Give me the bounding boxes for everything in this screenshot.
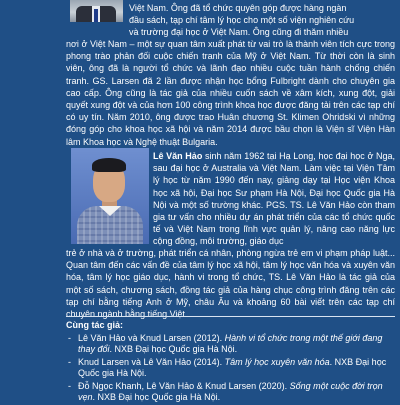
list-item xyxy=(66,357,395,379)
same-author-title: Cùng tác giả: xyxy=(66,320,124,330)
same-author-list xyxy=(66,333,395,403)
book-title: Tâm lý học xuyên văn hóa xyxy=(224,357,330,367)
bio-larsen-body: nơi ở Việt Nam – một sự quan tâm xuất phát từ vai trò là thành viên tích cực trong phong trào phản đối cuộc chiến tranh của Mỹ ở Việt Nam. Từ thời còn là sinh viên, ông đã là người tổ chức và lãnh đạo nhiều cuộc tuần hành chống chiến tranh. GS. Larsen đã 2 lần được nhận học bổng Fulbright dành cho chuyên gia cao cấp. Ông cũng là tác giả của nhiều cuốn sách về xâm kích, xung đột, giải quyết xung đột và của hơn 100 công trình khoa học được đăng tải trên các tạp chí có uy tín. Năm 2010, ông được trao Huân chương St. Klimen Ohridski vì những đóng góp cho khoa học xã hội và năm 2014 được bầu chọn là Viện sĩ Viện Hàn lâm Khoa học và Nghệ thuật Bulgaria. xyxy=(66,39,395,147)
bullet-icon: - xyxy=(68,333,71,343)
book-authors: Đỗ Ngọc Khanh, Lê Văn Hảo & Knud Larsen (2020). xyxy=(78,381,290,391)
bio-le-van-hao-body: trẻ ở nhà và ở trường, phát triển cá nhân, phòng ngừa trẻ em vi phạm pháp luật... Quan tâm đến các vấn đề của tâm lý học xã hội, tâm lý học văn hóa và xuyên văn hóa, tâm lý học giáo dục, hành vi trong tổ chức, TS. Lê Văn Hảo là tác giả của một số sách, chương sách, đồng tác giả của hàng chục công trình đăng trên các tạp chí bằng tiếng Anh ở Mỹ, châu Âu và khoảng 60 bài viết trên các tạp chí chuyên ngành bằng tiếng Việt. xyxy=(66,248,395,320)
author-photo-larsen xyxy=(70,0,123,22)
bio-larsen-line-3-wrap xyxy=(129,26,395,38)
list-item xyxy=(66,333,395,355)
book-authors: Lê Văn Hảo và Knud Larsen (2012). xyxy=(78,333,225,343)
bullet-icon: - xyxy=(68,381,71,391)
book-title: Hành vi tổ chức trong một thế giới đang thay đổi xyxy=(78,333,383,354)
bio-larsen-line-2: đầu sách, tạp chí tâm lý học cho một số viện nghiên cứu xyxy=(129,15,355,26)
bio-larsen-line-1: Việt Nam. Ông đã tổ chức quyên góp được hàng ngàn xyxy=(129,3,347,13)
bullet-icon: - xyxy=(68,357,71,367)
author-name: Lê Văn Hảo xyxy=(153,151,203,161)
book-title: Sống một cuộc đời trọn vẹn xyxy=(78,381,383,402)
bio-larsen-intro xyxy=(129,2,395,26)
bio-le-van-hao-intro xyxy=(153,150,395,248)
book-authors: Knud Larsen và Lê Văn Hảo (2014). xyxy=(78,357,225,367)
bio-le-van-hao-intro-text: sinh năm 1962 tại Hạ Long, học đại học ở Nga, sau đại học ở Australia và Việt Nam. Làm việc tại Viện Tâm lý học từ năm 1990 đến nay, giảng dạy tại Học viện Khoa học xã hội, Đại học Sư phạm Hà Nội, Đại học Quốc gia Hà Nội và một số trường khác. PGS. TS. Lê Văn Hảo còn tham gia tư vấn cho nhiều dự án phát triển của các tổ chức quốc tế và Việt Nam trong lĩnh vực quản lý, nâng cao năng lực cộng đồng, môi trường, giáo dục xyxy=(153,151,396,247)
book-publisher: . NXB Đại học Quốc gia Hà Nội. xyxy=(78,357,387,378)
bio-larsen-line-3: và trường đại học ở Việt Nam. Ông cũng đi thăm nhiều xyxy=(129,27,349,37)
book-publisher: . NXB Đại học Quốc gia Hà Nội. xyxy=(92,392,221,402)
same-author-section xyxy=(66,320,395,405)
author-photo-le-van-hao xyxy=(71,148,149,244)
divider xyxy=(66,316,395,317)
book-publisher: . NXB Đại học Quốc gia Hà Nội. xyxy=(109,344,238,354)
